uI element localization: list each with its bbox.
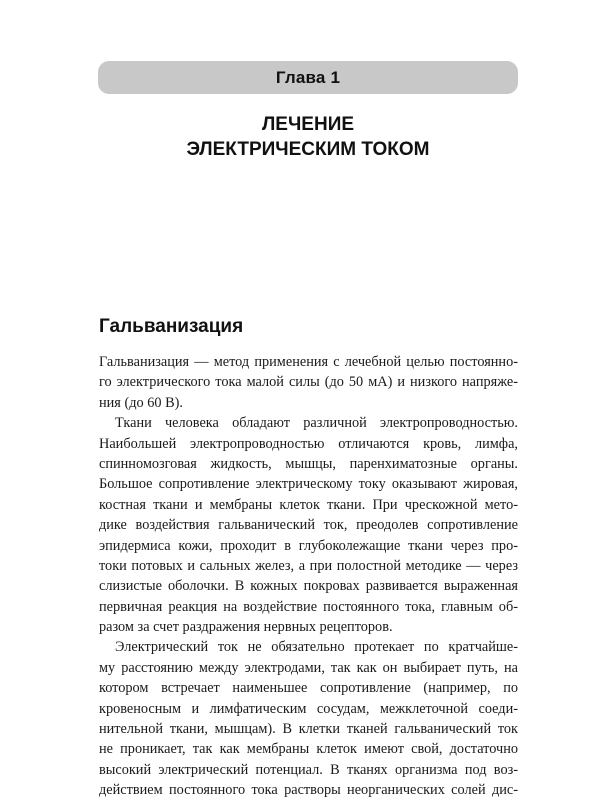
text-line: ния (до 60 В). [99,394,183,411]
text-line: разом за счет раздражения нервных рецепторов. [99,619,393,636]
text-line: Электрический ток не обязательно протекает по кратчайше- [115,639,518,656]
text-line: эпидермиса кожи, проходит в глубоколежащие ткани через про- [99,537,518,554]
text-line: слизистые оболочки. В кожных покровах развивается выраженная [99,578,518,595]
text-line: Большое сопротивление электрическому току оказывают жировая, [99,476,518,493]
text-line: го электрического тока малой силы (до 50 мА) и низкого напряже- [99,374,518,391]
chapter-label: Глава 1 [275,67,341,87]
section-heading: Гальванизация [99,316,244,337]
text-line: токи потовых и сальных желез, а при полостной методике — через [99,557,518,574]
text-line: не проникает, так как мембраны клеток имеют свой, достаточно [99,741,518,758]
chapter-title-line: ЭЛЕКТРИЧЕСКИМ ТОКОМ [186,139,430,160]
text-line: Ткани человека обладают различной электропроводностью. [115,415,518,432]
text-line: нительной ткани, мышцам). В клетки тканей гальванический ток [99,721,518,738]
text-line: костная ткани и мембраны клеток ткани. При чрескожной мето- [99,496,518,513]
text-line: котором встречает наименьшее сопротивление (например, по [99,680,518,697]
text-line: кровеносным и лимфатическим сосудам, межклеточной соеди- [99,700,518,717]
text-line: первичная реакция на воздействие постоянного тока, главным об- [99,598,518,615]
text-line: му расстоянию между электродами, так как он выбирает путь, на [99,659,518,676]
text-line: высокий электрический потенциал. В тканях организма под воз- [99,761,518,778]
text-line: спинномозговая жидкость, мышцы, паренхиматозные органы. [99,455,518,472]
text-line: Гальванизация — метод применения с лечебной целью постоянно- [99,354,518,370]
chapter-title-line: ЛЕЧЕНИЕ [261,114,355,135]
chapter-title [98,112,518,162]
body-text [99,352,518,801]
text-line: дике воздействия гальванический ток, преодолев сопротивление [99,517,518,534]
text-line: Наибольшей электропроводностью отличаются кровь, лимфа, [99,435,518,452]
text-line: действием постоянного тока растворы неорганических солей дис- [99,782,518,799]
chapter-banner [98,61,518,94]
